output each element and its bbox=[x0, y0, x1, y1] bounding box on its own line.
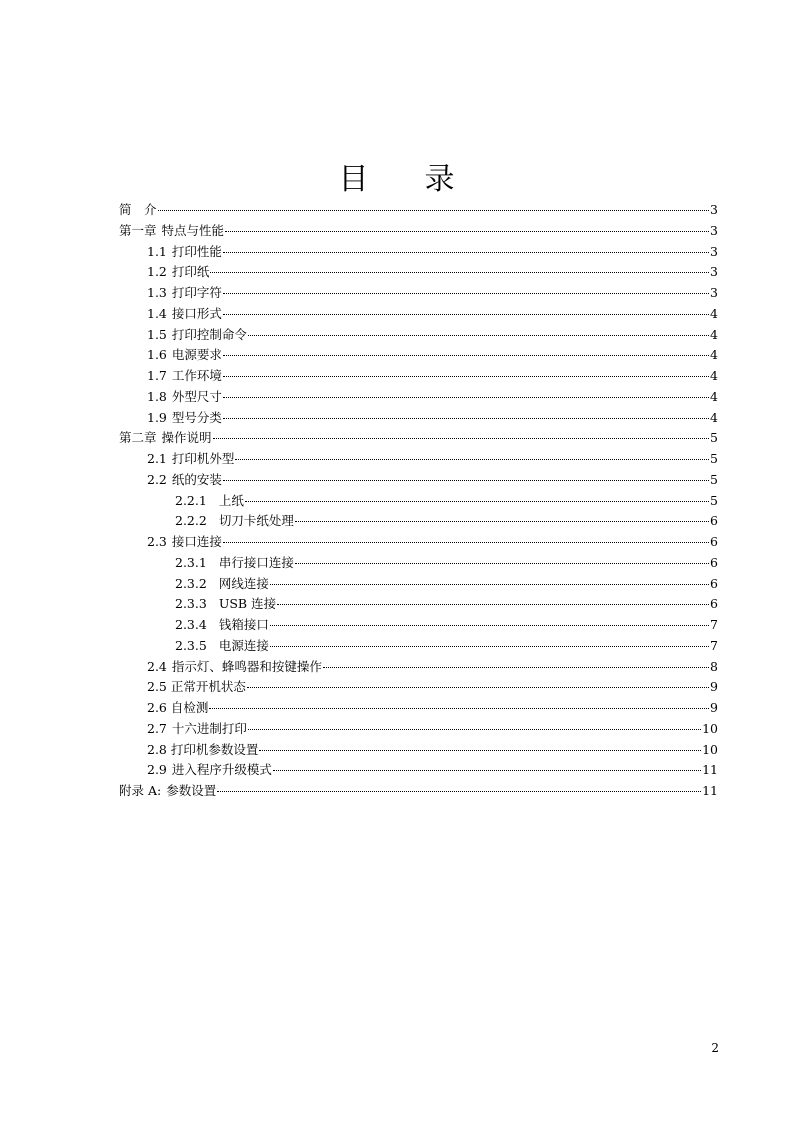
toc-entry[interactable] bbox=[119, 221, 718, 242]
toc-entry-page: 6 bbox=[710, 575, 718, 591]
toc-entry-label bbox=[147, 760, 272, 781]
toc-entry-label bbox=[175, 491, 244, 512]
toc-entry-number: 2.3.4 bbox=[175, 617, 207, 632]
toc-entry-number: 2.9 bbox=[147, 762, 167, 778]
toc-entry-label bbox=[119, 221, 224, 242]
toc-entry-text: 打印控制命令 bbox=[171, 326, 247, 342]
toc-entry-text: 型号分类 bbox=[171, 409, 222, 425]
toc-entry-text: 特点与性能 bbox=[161, 222, 225, 238]
toc-dot-leader bbox=[223, 542, 709, 543]
toc-entry-page: 3 bbox=[710, 222, 718, 238]
toc-dot-leader bbox=[223, 355, 709, 356]
page-number: 2 bbox=[711, 1041, 719, 1055]
toc-entry-page: 4 bbox=[710, 388, 718, 404]
table-of-contents bbox=[119, 200, 718, 802]
toc-entry-label bbox=[175, 574, 269, 595]
toc-entry-label bbox=[147, 325, 247, 346]
toc-dot-leader bbox=[277, 604, 709, 605]
toc-title bbox=[0, 160, 793, 200]
toc-entry-number: 附录 A: bbox=[119, 783, 162, 798]
toc-entry-text: 串行接口连接 bbox=[218, 554, 294, 570]
toc-entry-label bbox=[175, 511, 294, 532]
toc-entry-number: 1.2 bbox=[147, 264, 167, 280]
toc-dot-leader bbox=[223, 252, 709, 253]
toc-entry-text: 上纸 bbox=[218, 492, 244, 508]
toc-entry[interactable] bbox=[119, 470, 718, 491]
toc-entry-text: USB 连接 bbox=[218, 596, 277, 612]
toc-entry-text: 电源要求 bbox=[171, 347, 222, 363]
toc-entry-page: 5 bbox=[710, 430, 718, 446]
toc-entry-number: 2.2.2 bbox=[175, 513, 207, 529]
toc-entry[interactable] bbox=[119, 200, 718, 221]
toc-dot-leader bbox=[259, 750, 701, 751]
toc-entry-page: 5 bbox=[710, 471, 718, 487]
toc-entry-number: 1.4 bbox=[147, 305, 167, 321]
toc-entry-number: 1.9 bbox=[147, 409, 167, 425]
toc-entry-label bbox=[119, 200, 157, 221]
toc-dot-leader bbox=[295, 563, 709, 564]
toc-entry-number: 2.3.1 bbox=[175, 554, 207, 570]
toc-entry[interactable] bbox=[119, 594, 718, 615]
toc-title-char-1: 目 bbox=[338, 162, 369, 197]
toc-dot-leader bbox=[270, 646, 709, 647]
toc-entry-number: 1.5 bbox=[147, 326, 167, 342]
toc-entry-number: 第二章 bbox=[119, 430, 157, 446]
toc-entry[interactable] bbox=[119, 387, 718, 408]
toc-entry-label bbox=[175, 636, 269, 657]
toc-dot-leader bbox=[213, 438, 709, 439]
toc-entry-text: 2.6 自检测 bbox=[147, 700, 209, 715]
toc-entry-label bbox=[147, 657, 322, 678]
toc-entry[interactable] bbox=[119, 740, 718, 761]
toc-entry-page: 7 bbox=[710, 637, 718, 653]
toc-entry[interactable] bbox=[119, 636, 718, 657]
toc-dot-leader bbox=[223, 293, 709, 294]
toc-entry-page: 3 bbox=[710, 243, 718, 259]
toc-entry-page: 4 bbox=[710, 368, 718, 383]
toc-entry[interactable] bbox=[119, 698, 718, 719]
toc-entry-page: 5 bbox=[710, 492, 718, 508]
toc-entry-label bbox=[147, 283, 222, 304]
toc-entry-text: 操作说明 bbox=[161, 430, 212, 446]
toc-entry-number: 2.3.3 bbox=[175, 596, 207, 612]
toc-entry-number: 2.2 bbox=[147, 471, 167, 487]
toc-dot-leader bbox=[217, 791, 701, 792]
toc-entry-page: 9 bbox=[710, 700, 718, 715]
toc-dot-leader bbox=[209, 708, 709, 709]
toc-entry[interactable] bbox=[119, 657, 718, 678]
toc-entry-text: 钱箱接口 bbox=[218, 617, 269, 632]
toc-entry-text: 接口连接 bbox=[171, 534, 222, 549]
toc-entry[interactable] bbox=[119, 677, 718, 698]
toc-entry-number: 2.2.1 bbox=[175, 492, 207, 508]
toc-entry-text: 指示灯、蜂鸣器和按键操作 bbox=[171, 658, 322, 674]
toc-entry-label bbox=[147, 532, 222, 553]
toc-entry[interactable] bbox=[119, 449, 718, 470]
toc-entry-number: 2.3.2 bbox=[175, 575, 207, 591]
toc-dot-leader bbox=[210, 272, 709, 273]
toc-entry-page: 6 bbox=[710, 554, 718, 570]
toc-entry-page: 9 bbox=[710, 679, 718, 695]
toc-entry[interactable] bbox=[119, 366, 718, 387]
toc-entry-page: 10 bbox=[702, 720, 718, 736]
toc-dot-leader bbox=[158, 210, 709, 211]
toc-dot-leader bbox=[270, 584, 709, 585]
toc-entry-label bbox=[147, 366, 222, 387]
toc-entry[interactable] bbox=[119, 345, 718, 366]
toc-dot-leader bbox=[273, 770, 701, 771]
toc-entry-page: 3 bbox=[710, 202, 718, 217]
toc-entry-page: 10 bbox=[702, 741, 718, 757]
toc-entry-number: 1.7 bbox=[147, 368, 167, 383]
toc-dot-leader bbox=[295, 521, 709, 522]
toc-entry-page: 11 bbox=[702, 783, 718, 798]
toc-entry-label bbox=[147, 470, 222, 491]
toc-entry[interactable] bbox=[119, 553, 718, 574]
toc-entry-text: 外型尺寸 bbox=[171, 388, 222, 404]
toc-entry-label bbox=[147, 677, 246, 698]
toc-title-char-2: 录 bbox=[424, 162, 455, 197]
toc-entry-page: 7 bbox=[710, 617, 718, 632]
toc-entry-number: 第一章 bbox=[119, 222, 157, 238]
toc-entry-label bbox=[147, 262, 209, 283]
toc-entry-number: 1.1 bbox=[147, 243, 167, 259]
toc-entry-text: 切刀卡纸处理 bbox=[218, 513, 294, 529]
toc-entry-number: 2.4 bbox=[147, 658, 167, 674]
toc-entry[interactable] bbox=[119, 574, 718, 595]
toc-entry[interactable] bbox=[119, 283, 718, 304]
toc-entry[interactable] bbox=[119, 242, 718, 263]
toc-entry-page: 6 bbox=[710, 534, 718, 549]
toc-entry-label bbox=[119, 428, 212, 449]
toc-entry-text: 工作环境 bbox=[171, 368, 222, 383]
toc-entry-label bbox=[147, 242, 222, 263]
toc-entry[interactable] bbox=[119, 781, 718, 802]
toc-entry-text: 2.8 打印机参数设置 bbox=[147, 741, 259, 757]
toc-entry-text: 打印性能 bbox=[171, 243, 222, 259]
toc-dot-leader bbox=[247, 687, 709, 688]
toc-entry-label bbox=[175, 615, 269, 636]
toc-entry-label bbox=[119, 781, 216, 802]
toc-dot-leader bbox=[223, 480, 709, 481]
toc-entry-page: 5 bbox=[710, 451, 718, 466]
toc-entry-number: 2.3 bbox=[147, 534, 167, 549]
toc-entry-page: 8 bbox=[710, 658, 718, 674]
toc-entry-label bbox=[147, 740, 258, 761]
toc-entry-page: 4 bbox=[710, 326, 718, 342]
toc-entry-number: 1.3 bbox=[147, 285, 167, 300]
toc-entry-text: 纸的安装 bbox=[171, 471, 222, 487]
toc-entry-text: 进入程序升级模式 bbox=[171, 762, 272, 778]
toc-entry-label bbox=[147, 345, 222, 366]
toc-entry-page: 3 bbox=[710, 264, 718, 280]
toc-entry-page: 3 bbox=[710, 285, 718, 300]
toc-entry[interactable] bbox=[119, 325, 718, 346]
toc-entry-number: 2.3.5 bbox=[175, 637, 207, 653]
toc-dot-leader bbox=[223, 397, 709, 398]
toc-dot-leader bbox=[245, 501, 709, 502]
toc-entry[interactable] bbox=[119, 760, 718, 781]
toc-dot-leader bbox=[225, 231, 709, 232]
toc-entry-label bbox=[147, 698, 208, 719]
toc-dot-leader bbox=[248, 729, 701, 730]
toc-dot-leader bbox=[223, 376, 709, 377]
toc-entry-text: 网线连接 bbox=[218, 575, 269, 591]
toc-entry-text: 参数设置 bbox=[166, 783, 217, 798]
toc-entry[interactable] bbox=[119, 532, 718, 553]
toc-entry[interactable] bbox=[119, 262, 718, 283]
toc-entry-text: 简 介 bbox=[119, 202, 157, 217]
toc-dot-leader bbox=[323, 667, 709, 668]
toc-entry-page: 11 bbox=[702, 762, 718, 778]
toc-entry-label bbox=[175, 553, 294, 574]
toc-dot-leader bbox=[270, 625, 709, 626]
toc-dot-leader bbox=[223, 418, 709, 419]
toc-entry-text: 电源连接 bbox=[218, 637, 269, 653]
toc-entry-page: 6 bbox=[710, 513, 718, 529]
toc-entry-label bbox=[147, 387, 222, 408]
toc-entry-text: 十六进制打印 bbox=[171, 720, 247, 736]
toc-entry-number: 2.1 bbox=[147, 451, 167, 466]
toc-entry[interactable] bbox=[119, 408, 718, 429]
toc-entry[interactable] bbox=[119, 428, 718, 449]
toc-dot-leader bbox=[223, 314, 709, 315]
toc-entry-label bbox=[147, 719, 247, 740]
toc-entry-page: 6 bbox=[710, 596, 718, 612]
toc-entry[interactable] bbox=[119, 615, 718, 636]
toc-entry-page: 4 bbox=[710, 409, 718, 425]
toc-entry-page: 4 bbox=[710, 305, 718, 321]
toc-dot-leader bbox=[235, 459, 709, 460]
toc-entry[interactable] bbox=[119, 511, 718, 532]
toc-entry-text: 打印字符 bbox=[171, 285, 222, 300]
toc-entry-text: 打印机外型 bbox=[171, 451, 235, 466]
toc-entry[interactable] bbox=[119, 719, 718, 740]
toc-entry-number: 1.8 bbox=[147, 388, 167, 404]
toc-entry-label bbox=[147, 449, 234, 470]
toc-entry-number: 1.6 bbox=[147, 347, 167, 363]
toc-entry-label bbox=[147, 304, 222, 325]
toc-entry-page: 4 bbox=[710, 347, 718, 363]
toc-dot-leader bbox=[248, 335, 709, 336]
toc-entry[interactable] bbox=[119, 491, 718, 512]
toc-entry-label bbox=[147, 408, 222, 429]
toc-entry-label bbox=[175, 594, 276, 615]
toc-entry-text: 接口形式 bbox=[171, 305, 222, 321]
toc-entry-text: 打印纸 bbox=[171, 264, 210, 280]
toc-entry-number: 2.7 bbox=[147, 720, 167, 736]
toc-entry-text: 2.5 正常开机状态 bbox=[147, 679, 246, 695]
toc-entry[interactable] bbox=[119, 304, 718, 325]
